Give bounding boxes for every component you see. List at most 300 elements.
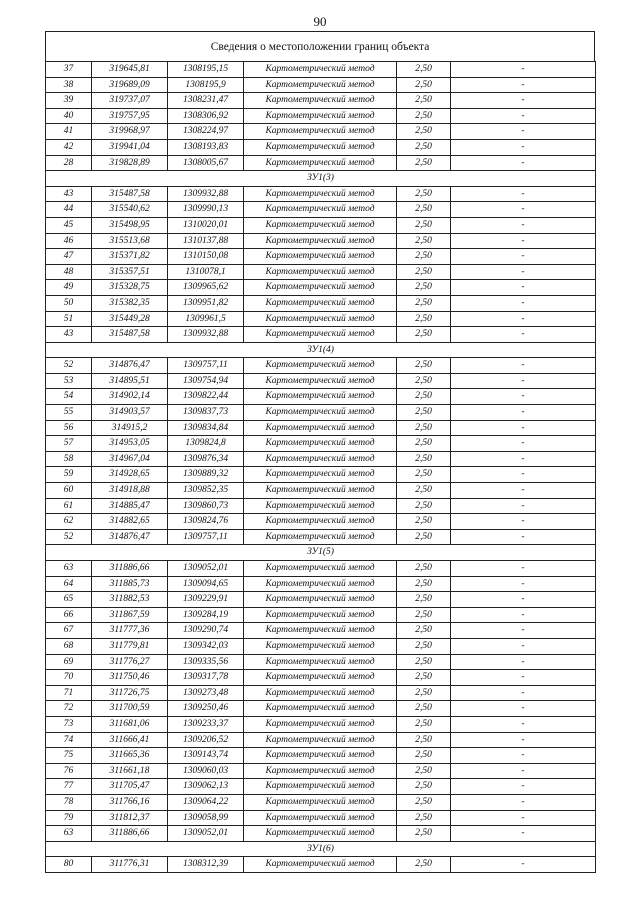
note-cell: - [451, 561, 596, 577]
point-number-cell: 67 [46, 623, 92, 639]
table-row [46, 716, 596, 732]
method-cell: Картометрический метод [244, 654, 397, 670]
x-coordinate-cell: 311886,66 [92, 561, 168, 577]
method-cell: Картометрический метод [244, 311, 397, 327]
point-number-cell: 80 [46, 857, 92, 873]
boundary-coordinates-sheet [45, 31, 595, 873]
x-coordinate-cell: 314918,88 [92, 483, 168, 499]
note-cell: - [451, 139, 596, 155]
table-row [46, 233, 596, 249]
method-cell: Картометрический метод [244, 124, 397, 140]
x-coordinate-cell: 314903,57 [92, 405, 168, 421]
x-coordinate-cell: 311661,18 [92, 763, 168, 779]
x-coordinate-cell: 315328,75 [92, 280, 168, 296]
note-cell: - [451, 373, 596, 389]
method-cell: Картометрический метод [244, 576, 397, 592]
note-cell: - [451, 311, 596, 327]
method-cell: Картометрический метод [244, 592, 397, 608]
accuracy-cell: 2,50 [397, 670, 451, 686]
table-row [46, 514, 596, 530]
method-cell: Картометрический метод [244, 732, 397, 748]
point-number-cell: 72 [46, 701, 92, 717]
x-coordinate-cell: 311665,36 [92, 748, 168, 764]
table-row [46, 763, 596, 779]
x-coordinate-cell: 311776,31 [92, 857, 168, 873]
note-cell: - [451, 654, 596, 670]
method-cell: Картометрический метод [244, 93, 397, 109]
y-coordinate-cell: 1309951,82 [168, 295, 244, 311]
y-coordinate-cell: 1309932,88 [168, 186, 244, 202]
accuracy-cell: 2,50 [397, 732, 451, 748]
table-row [46, 358, 596, 374]
accuracy-cell: 2,50 [397, 62, 451, 78]
method-cell: Картометрический метод [244, 561, 397, 577]
accuracy-cell: 2,50 [397, 436, 451, 452]
point-number-cell: 48 [46, 264, 92, 280]
table-row [46, 529, 596, 545]
x-coordinate-cell: 314953,05 [92, 436, 168, 452]
table-row [46, 607, 596, 623]
point-number-cell: 40 [46, 108, 92, 124]
method-cell: Картометрический метод [244, 451, 397, 467]
method-cell: Картометрический метод [244, 685, 397, 701]
x-coordinate-cell: 311885,73 [92, 576, 168, 592]
y-coordinate-cell: 1309837,73 [168, 405, 244, 421]
method-cell: Картометрический метод [244, 389, 397, 405]
note-cell: - [451, 62, 596, 78]
note-cell: - [451, 405, 596, 421]
y-coordinate-cell: 1309961,5 [168, 311, 244, 327]
y-coordinate-cell: 1309052,01 [168, 561, 244, 577]
y-coordinate-cell: 1309754,94 [168, 373, 244, 389]
y-coordinate-cell: 1309876,34 [168, 451, 244, 467]
point-number-cell: 47 [46, 249, 92, 265]
accuracy-cell: 2,50 [397, 514, 451, 530]
x-coordinate-cell: 315357,51 [92, 264, 168, 280]
note-cell: - [451, 514, 596, 530]
x-coordinate-cell: 319737,07 [92, 93, 168, 109]
accuracy-cell: 2,50 [397, 576, 451, 592]
note-cell: - [451, 670, 596, 686]
accuracy-cell: 2,50 [397, 623, 451, 639]
table-row [46, 592, 596, 608]
accuracy-cell: 2,50 [397, 202, 451, 218]
group-label: ЗУ1(4) [46, 342, 596, 358]
y-coordinate-cell: 1308195,9 [168, 77, 244, 93]
note-cell: - [451, 451, 596, 467]
note-cell: - [451, 124, 596, 140]
accuracy-cell: 2,50 [397, 857, 451, 873]
group-header-row [46, 171, 596, 187]
note-cell: - [451, 280, 596, 296]
note-cell: - [451, 779, 596, 795]
method-cell: Картометрический метод [244, 249, 397, 265]
point-number-cell: 79 [46, 810, 92, 826]
point-number-cell: 63 [46, 561, 92, 577]
note-cell: - [451, 623, 596, 639]
y-coordinate-cell: 1308224,97 [168, 124, 244, 140]
note-cell: - [451, 748, 596, 764]
table-row [46, 139, 596, 155]
accuracy-cell: 2,50 [397, 327, 451, 343]
x-coordinate-cell: 319757,95 [92, 108, 168, 124]
x-coordinate-cell: 319645,81 [92, 62, 168, 78]
accuracy-cell: 2,50 [397, 685, 451, 701]
point-number-cell: 70 [46, 670, 92, 686]
table-row [46, 748, 596, 764]
y-coordinate-cell: 1309757,11 [168, 529, 244, 545]
note-cell: - [451, 389, 596, 405]
table-row [46, 124, 596, 140]
y-coordinate-cell: 1309757,11 [168, 358, 244, 374]
table-row [46, 857, 596, 873]
method-cell: Картометрический метод [244, 420, 397, 436]
x-coordinate-cell: 314885,47 [92, 498, 168, 514]
x-coordinate-cell: 314876,47 [92, 529, 168, 545]
point-number-cell: 45 [46, 217, 92, 233]
method-cell: Картометрический метод [244, 826, 397, 842]
accuracy-cell: 2,50 [397, 467, 451, 483]
table-row [46, 561, 596, 577]
table-row [46, 108, 596, 124]
y-coordinate-cell: 1310150,08 [168, 249, 244, 265]
accuracy-cell: 2,50 [397, 280, 451, 296]
y-coordinate-cell: 1310078,1 [168, 264, 244, 280]
y-coordinate-cell: 1308193,83 [168, 139, 244, 155]
x-coordinate-cell: 314882,65 [92, 514, 168, 530]
y-coordinate-cell: 1309317,78 [168, 670, 244, 686]
method-cell: Картометрический метод [244, 327, 397, 343]
table-row [46, 794, 596, 810]
point-number-cell: 51 [46, 311, 92, 327]
y-coordinate-cell: 1308312,39 [168, 857, 244, 873]
accuracy-cell: 2,50 [397, 826, 451, 842]
accuracy-cell: 2,50 [397, 77, 451, 93]
y-coordinate-cell: 1310137,88 [168, 233, 244, 249]
accuracy-cell: 2,50 [397, 592, 451, 608]
x-coordinate-cell: 315371,82 [92, 249, 168, 265]
note-cell: - [451, 186, 596, 202]
note-cell: - [451, 108, 596, 124]
method-cell: Картометрический метод [244, 514, 397, 530]
note-cell: - [451, 436, 596, 452]
table-row [46, 249, 596, 265]
x-coordinate-cell: 314967,04 [92, 451, 168, 467]
accuracy-cell: 2,50 [397, 311, 451, 327]
y-coordinate-cell: 1308306,92 [168, 108, 244, 124]
x-coordinate-cell: 319689,09 [92, 77, 168, 93]
x-coordinate-cell: 311666,41 [92, 732, 168, 748]
method-cell: Картометрический метод [244, 186, 397, 202]
y-coordinate-cell: 1309824,76 [168, 514, 244, 530]
point-number-cell: 42 [46, 139, 92, 155]
x-coordinate-cell: 314902,14 [92, 389, 168, 405]
method-cell: Картометрический метод [244, 483, 397, 499]
point-number-cell: 39 [46, 93, 92, 109]
method-cell: Картометрический метод [244, 467, 397, 483]
method-cell: Картометрический метод [244, 638, 397, 654]
accuracy-cell: 2,50 [397, 701, 451, 717]
note-cell: - [451, 794, 596, 810]
note-cell: - [451, 701, 596, 717]
accuracy-cell: 2,50 [397, 249, 451, 265]
note-cell: - [451, 498, 596, 514]
table-row [46, 280, 596, 296]
y-coordinate-cell: 1309060,03 [168, 763, 244, 779]
accuracy-cell: 2,50 [397, 451, 451, 467]
point-number-cell: 50 [46, 295, 92, 311]
x-coordinate-cell: 311681,06 [92, 716, 168, 732]
y-coordinate-cell: 1309290,74 [168, 623, 244, 639]
accuracy-cell: 2,50 [397, 654, 451, 670]
table-row [46, 451, 596, 467]
table-row [46, 654, 596, 670]
x-coordinate-cell: 311726,75 [92, 685, 168, 701]
method-cell: Картометрический метод [244, 716, 397, 732]
method-cell: Картометрический метод [244, 108, 397, 124]
y-coordinate-cell: 1308231,47 [168, 93, 244, 109]
x-coordinate-cell: 311750,46 [92, 670, 168, 686]
table-row [46, 93, 596, 109]
point-number-cell: 52 [46, 358, 92, 374]
table-row [46, 623, 596, 639]
group-header-row [46, 545, 596, 561]
y-coordinate-cell: 1310020,01 [168, 217, 244, 233]
accuracy-cell: 2,50 [397, 139, 451, 155]
note-cell: - [451, 592, 596, 608]
method-cell: Картометрический метод [244, 264, 397, 280]
table-row [46, 217, 596, 233]
x-coordinate-cell: 315487,58 [92, 186, 168, 202]
table-row [46, 389, 596, 405]
point-number-cell: 63 [46, 826, 92, 842]
note-cell: - [451, 810, 596, 826]
accuracy-cell: 2,50 [397, 607, 451, 623]
x-coordinate-cell: 314895,51 [92, 373, 168, 389]
accuracy-cell: 2,50 [397, 529, 451, 545]
accuracy-cell: 2,50 [397, 295, 451, 311]
y-coordinate-cell: 1309852,35 [168, 483, 244, 499]
table-row [46, 638, 596, 654]
point-number-cell: 75 [46, 748, 92, 764]
x-coordinate-cell: 314915,2 [92, 420, 168, 436]
note-cell: - [451, 483, 596, 499]
coordinates-table-body [46, 62, 596, 873]
method-cell: Картометрический метод [244, 358, 397, 374]
y-coordinate-cell: 1309143,74 [168, 748, 244, 764]
table-row [46, 467, 596, 483]
table-row [46, 405, 596, 421]
method-cell: Картометрический метод [244, 810, 397, 826]
accuracy-cell: 2,50 [397, 217, 451, 233]
point-number-cell: 41 [46, 124, 92, 140]
x-coordinate-cell: 314928,65 [92, 467, 168, 483]
note-cell: - [451, 607, 596, 623]
point-number-cell: 57 [46, 436, 92, 452]
y-coordinate-cell: 1309058,99 [168, 810, 244, 826]
group-header-row [46, 342, 596, 358]
point-number-cell: 38 [46, 77, 92, 93]
note-cell: - [451, 857, 596, 873]
method-cell: Картометрический метод [244, 623, 397, 639]
y-coordinate-cell: 1308005,67 [168, 155, 244, 171]
table-row [46, 436, 596, 452]
point-number-cell: 54 [46, 389, 92, 405]
x-coordinate-cell: 311777,36 [92, 623, 168, 639]
note-cell: - [451, 529, 596, 545]
coordinates-table [45, 61, 596, 873]
table-row [46, 264, 596, 280]
x-coordinate-cell: 311886,66 [92, 826, 168, 842]
x-coordinate-cell: 315540,62 [92, 202, 168, 218]
point-number-cell: 77 [46, 779, 92, 795]
x-coordinate-cell: 311779,81 [92, 638, 168, 654]
point-number-cell: 76 [46, 763, 92, 779]
method-cell: Картометрический метод [244, 155, 397, 171]
point-number-cell: 78 [46, 794, 92, 810]
x-coordinate-cell: 315513,68 [92, 233, 168, 249]
y-coordinate-cell: 1308195,15 [168, 62, 244, 78]
accuracy-cell: 2,50 [397, 483, 451, 499]
method-cell: Картометрический метод [244, 498, 397, 514]
accuracy-cell: 2,50 [397, 233, 451, 249]
point-number-cell: 58 [46, 451, 92, 467]
group-header-row [46, 841, 596, 857]
point-number-cell: 65 [46, 592, 92, 608]
accuracy-cell: 2,50 [397, 420, 451, 436]
point-number-cell: 64 [46, 576, 92, 592]
table-row [46, 202, 596, 218]
method-cell: Картометрический метод [244, 794, 397, 810]
y-coordinate-cell: 1309284,19 [168, 607, 244, 623]
method-cell: Картометрический метод [244, 62, 397, 78]
group-label: ЗУ1(6) [46, 841, 596, 857]
table-row [46, 685, 596, 701]
note-cell: - [451, 202, 596, 218]
accuracy-cell: 2,50 [397, 638, 451, 654]
note-cell: - [451, 233, 596, 249]
method-cell: Картометрический метод [244, 857, 397, 873]
accuracy-cell: 2,50 [397, 498, 451, 514]
note-cell: - [451, 826, 596, 842]
accuracy-cell: 2,50 [397, 405, 451, 421]
table-row [46, 826, 596, 842]
x-coordinate-cell: 315498,95 [92, 217, 168, 233]
point-number-cell: 69 [46, 654, 92, 670]
note-cell: - [451, 685, 596, 701]
method-cell: Картометрический метод [244, 607, 397, 623]
y-coordinate-cell: 1309250,46 [168, 701, 244, 717]
page-number: 90 [313, 14, 327, 29]
table-row [46, 701, 596, 717]
x-coordinate-cell: 311700,59 [92, 701, 168, 717]
x-coordinate-cell: 311867,59 [92, 607, 168, 623]
y-coordinate-cell: 1309822,44 [168, 389, 244, 405]
y-coordinate-cell: 1309990,13 [168, 202, 244, 218]
table-row [46, 420, 596, 436]
point-number-cell: 59 [46, 467, 92, 483]
table-row [46, 373, 596, 389]
accuracy-cell: 2,50 [397, 373, 451, 389]
point-number-cell: 43 [46, 186, 92, 202]
table-row [46, 810, 596, 826]
note-cell: - [451, 217, 596, 233]
table-row [46, 576, 596, 592]
table-row [46, 62, 596, 78]
y-coordinate-cell: 1309824,8 [168, 436, 244, 452]
x-coordinate-cell: 311766,16 [92, 794, 168, 810]
method-cell: Картометрический метод [244, 373, 397, 389]
table-row [46, 327, 596, 343]
note-cell: - [451, 763, 596, 779]
point-number-cell: 52 [46, 529, 92, 545]
note-cell: - [451, 467, 596, 483]
method-cell: Картометрический метод [244, 77, 397, 93]
y-coordinate-cell: 1309062,13 [168, 779, 244, 795]
accuracy-cell: 2,50 [397, 186, 451, 202]
point-number-cell: 53 [46, 373, 92, 389]
y-coordinate-cell: 1309335,56 [168, 654, 244, 670]
table-row [46, 732, 596, 748]
y-coordinate-cell: 1309932,88 [168, 327, 244, 343]
method-cell: Картометрический метод [244, 280, 397, 296]
y-coordinate-cell: 1309860,73 [168, 498, 244, 514]
section-title: Сведения о местоположении границ объекта [45, 31, 595, 62]
table-row [46, 779, 596, 795]
point-number-cell: 43 [46, 327, 92, 343]
note-cell: - [451, 716, 596, 732]
method-cell: Картометрический метод [244, 233, 397, 249]
accuracy-cell: 2,50 [397, 763, 451, 779]
point-number-cell: 37 [46, 62, 92, 78]
x-coordinate-cell: 314876,47 [92, 358, 168, 374]
method-cell: Картометрический метод [244, 139, 397, 155]
method-cell: Картометрический метод [244, 701, 397, 717]
note-cell: - [451, 358, 596, 374]
accuracy-cell: 2,50 [397, 716, 451, 732]
table-row [46, 670, 596, 686]
accuracy-cell: 2,50 [397, 561, 451, 577]
method-cell: Картометрический метод [244, 436, 397, 452]
table-row [46, 155, 596, 171]
point-number-cell: 55 [46, 405, 92, 421]
point-number-cell: 46 [46, 233, 92, 249]
method-cell: Картометрический метод [244, 202, 397, 218]
accuracy-cell: 2,50 [397, 810, 451, 826]
accuracy-cell: 2,50 [397, 358, 451, 374]
x-coordinate-cell: 315449,28 [92, 311, 168, 327]
y-coordinate-cell: 1309273,48 [168, 685, 244, 701]
group-label: ЗУ1(3) [46, 171, 596, 187]
note-cell: - [451, 420, 596, 436]
x-coordinate-cell: 311812,37 [92, 810, 168, 826]
y-coordinate-cell: 1309206,52 [168, 732, 244, 748]
accuracy-cell: 2,50 [397, 93, 451, 109]
x-coordinate-cell: 319828,89 [92, 155, 168, 171]
y-coordinate-cell: 1309342,03 [168, 638, 244, 654]
method-cell: Картометрический метод [244, 779, 397, 795]
note-cell: - [451, 638, 596, 654]
note-cell: - [451, 249, 596, 265]
point-number-cell: 62 [46, 514, 92, 530]
y-coordinate-cell: 1309064,22 [168, 794, 244, 810]
method-cell: Картометрический метод [244, 405, 397, 421]
table-row [46, 295, 596, 311]
point-number-cell: 73 [46, 716, 92, 732]
point-number-cell: 66 [46, 607, 92, 623]
table-row [46, 311, 596, 327]
note-cell: - [451, 327, 596, 343]
